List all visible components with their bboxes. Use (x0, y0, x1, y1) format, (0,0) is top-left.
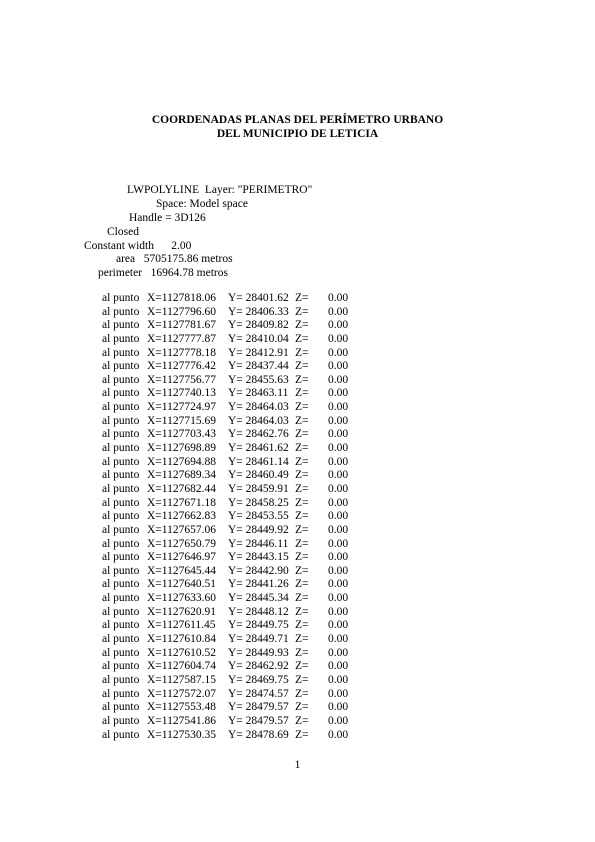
z-label: Z= (295, 305, 309, 318)
x-coordinate: X=1127572.07 (147, 687, 216, 700)
y-coordinate: Y= 28462.92 (228, 660, 289, 673)
z-value: 0.00 (328, 428, 349, 441)
list-item (0, 483, 595, 497)
polyline-layer-line: LWPOLYLINE Layer: "PERIMETRO" (127, 184, 313, 196)
y-coordinate: Y= 28449.92 (228, 523, 289, 536)
z-label: Z= (295, 442, 309, 455)
y-coordinate: Y= 28449.71 (228, 633, 289, 646)
z-value: 0.00 (328, 346, 349, 359)
y-coordinate: Y= 28409.82 (228, 319, 289, 332)
z-label: Z= (295, 469, 309, 482)
point-label: al punto (102, 578, 140, 591)
list-item (0, 538, 595, 552)
z-value: 0.00 (328, 714, 349, 727)
area-line: area 5705175.86 metros (116, 253, 233, 265)
y-coordinate: Y= 28445.34 (228, 592, 289, 605)
x-coordinate: X=1127776.42 (147, 360, 216, 373)
list-item (0, 660, 595, 674)
x-coordinate: X=1127645.44 (147, 564, 216, 577)
x-coordinate: X=1127640.51 (147, 578, 216, 591)
z-value: 0.00 (328, 510, 349, 523)
point-label: al punto (102, 319, 140, 332)
list-item (0, 565, 595, 579)
z-label: Z= (295, 482, 309, 495)
point-label: al punto (102, 414, 140, 427)
y-coordinate: Y= 28463.11 (228, 387, 289, 400)
z-label: Z= (295, 510, 309, 523)
point-label: al punto (102, 714, 140, 727)
y-coordinate: Y= 28479.57 (228, 714, 289, 727)
x-coordinate: X=1127694.88 (147, 455, 216, 468)
list-item (0, 333, 595, 347)
x-coordinate: X=1127818.06 (147, 292, 216, 304)
y-coordinate: Y= 28459.91 (228, 482, 289, 495)
list-item (0, 674, 595, 688)
list-item (0, 442, 595, 456)
y-coordinate: Y= 28464.03 (228, 401, 289, 414)
x-coordinate: X=1127620.91 (147, 605, 216, 618)
x-coordinate: X=1127781.67 (147, 319, 216, 332)
closed-line: Closed (107, 226, 139, 238)
z-value: 0.00 (328, 442, 349, 455)
x-coordinate: X=1127796.60 (147, 305, 216, 318)
x-coordinate: X=1127611.45 (147, 619, 216, 632)
z-label: Z= (295, 428, 309, 441)
z-value: 0.00 (328, 701, 349, 714)
y-coordinate: Y= 28469.75 (228, 673, 289, 686)
z-value: 0.00 (328, 455, 349, 468)
x-coordinate: X=1127778.18 (147, 346, 216, 359)
x-coordinate: X=1127698.89 (147, 442, 216, 455)
z-label: Z= (295, 537, 309, 550)
y-coordinate: Y= 28442.90 (228, 564, 289, 577)
list-item (0, 688, 595, 702)
point-label: al punto (102, 605, 140, 618)
list-item (0, 428, 595, 442)
point-label: al punto (102, 551, 140, 564)
z-label: Z= (295, 619, 309, 632)
point-label: al punto (102, 523, 140, 536)
y-coordinate: Y= 28406.33 (228, 305, 289, 318)
y-coordinate: Y= 28412.91 (228, 346, 289, 359)
document-title-line1: COORDENADAS PLANAS DEL PERÍMETRO URBANO (151, 114, 444, 126)
point-label: al punto (102, 619, 140, 632)
z-label: Z= (295, 401, 309, 414)
perimeter-line: perimeter 16964.78 metros (98, 267, 228, 279)
list-item (0, 701, 595, 715)
z-label: Z= (295, 701, 309, 714)
point-label: al punto (102, 332, 140, 345)
point-label: al punto (102, 401, 140, 414)
x-coordinate: X=1127703.43 (147, 428, 216, 441)
list-item (0, 401, 595, 415)
point-label: al punto (102, 482, 140, 495)
y-coordinate: Y= 28401.62 (228, 292, 289, 304)
point-label: al punto (102, 633, 140, 646)
x-coordinate: X=1127633.60 (147, 592, 216, 605)
z-value: 0.00 (328, 551, 349, 564)
list-item (0, 415, 595, 429)
list-item (0, 578, 595, 592)
x-coordinate: X=1127682.44 (147, 482, 216, 495)
x-coordinate: X=1127756.77 (147, 373, 216, 386)
list-item (0, 360, 595, 374)
list-item (0, 387, 595, 401)
x-coordinate: X=1127650.79 (147, 537, 216, 550)
z-label: Z= (295, 360, 309, 373)
z-value: 0.00 (328, 360, 349, 373)
z-value: 0.00 (328, 401, 349, 414)
x-coordinate: X=1127662.83 (147, 510, 216, 523)
z-label: Z= (295, 714, 309, 727)
y-coordinate: Y= 28449.75 (228, 619, 289, 632)
y-coordinate: Y= 28464.03 (228, 414, 289, 427)
z-label: Z= (295, 496, 309, 509)
y-coordinate: Y= 28462.76 (228, 428, 289, 441)
coordinate-list (0, 292, 595, 742)
list-item (0, 510, 595, 524)
page-number: 1 (294, 759, 301, 771)
z-label: Z= (295, 728, 309, 741)
point-label: al punto (102, 728, 140, 741)
z-label: Z= (295, 633, 309, 646)
z-label: Z= (295, 578, 309, 591)
x-coordinate: X=1127610.52 (147, 646, 216, 659)
z-label: Z= (295, 523, 309, 536)
list-item (0, 347, 595, 361)
z-value: 0.00 (328, 660, 349, 673)
z-label: Z= (295, 646, 309, 659)
list-item (0, 606, 595, 620)
z-value: 0.00 (328, 728, 349, 741)
y-coordinate: Y= 28443.15 (228, 551, 289, 564)
z-value: 0.00 (328, 646, 349, 659)
list-item (0, 456, 595, 470)
y-coordinate: Y= 28453.55 (228, 510, 289, 523)
z-label: Z= (295, 673, 309, 686)
y-coordinate: Y= 28448.12 (228, 605, 289, 618)
list-item (0, 306, 595, 320)
point-label: al punto (102, 442, 140, 455)
point-label: al punto (102, 346, 140, 359)
x-coordinate: X=1127689.34 (147, 469, 216, 482)
y-coordinate: Y= 28446.11 (228, 537, 289, 550)
list-item (0, 524, 595, 538)
z-value: 0.00 (328, 523, 349, 536)
space-line: Space: Model space (156, 198, 248, 210)
point-label: al punto (102, 537, 140, 550)
x-coordinate: X=1127587.15 (147, 673, 216, 686)
point-label: al punto (102, 510, 140, 523)
z-value: 0.00 (328, 605, 349, 618)
z-label: Z= (295, 332, 309, 345)
point-label: al punto (102, 660, 140, 673)
x-coordinate: X=1127715.69 (147, 414, 216, 427)
y-coordinate: Y= 28449.93 (228, 646, 289, 659)
z-value: 0.00 (328, 305, 349, 318)
point-label: al punto (102, 305, 140, 318)
point-label: al punto (102, 387, 140, 400)
x-coordinate: X=1127610.84 (147, 633, 216, 646)
y-coordinate: Y= 28441.26 (228, 578, 289, 591)
x-coordinate: X=1127777.87 (147, 332, 216, 345)
point-label: al punto (102, 292, 140, 304)
x-coordinate: X=1127530.35 (147, 728, 216, 741)
constant-width-line: Constant width 2.00 (84, 240, 192, 252)
document-title-line2: DEL MUNICIPIO DE LETICIA (216, 128, 379, 140)
z-value: 0.00 (328, 387, 349, 400)
point-label: al punto (102, 687, 140, 700)
z-value: 0.00 (328, 619, 349, 632)
list-item (0, 592, 595, 606)
list-item (0, 619, 595, 633)
z-value: 0.00 (328, 564, 349, 577)
z-label: Z= (295, 387, 309, 400)
y-coordinate: Y= 28455.63 (228, 373, 289, 386)
y-coordinate: Y= 28461.14 (228, 455, 289, 468)
z-value: 0.00 (328, 537, 349, 550)
point-label: al punto (102, 496, 140, 509)
point-label: al punto (102, 360, 140, 373)
point-label: al punto (102, 469, 140, 482)
list-item (0, 633, 595, 647)
list-item (0, 715, 595, 729)
list-item (0, 729, 595, 743)
point-label: al punto (102, 455, 140, 468)
z-value: 0.00 (328, 496, 349, 509)
handle-line: Handle = 3D126 (129, 212, 206, 224)
y-coordinate: Y= 28478.69 (228, 728, 289, 741)
z-value: 0.00 (328, 469, 349, 482)
x-coordinate: X=1127671.18 (147, 496, 216, 509)
x-coordinate: X=1127724.97 (147, 401, 216, 414)
z-label: Z= (295, 605, 309, 618)
z-value: 0.00 (328, 414, 349, 427)
list-item (0, 647, 595, 661)
x-coordinate: X=1127646.97 (147, 551, 216, 564)
x-coordinate: X=1127541.86 (147, 714, 216, 727)
z-label: Z= (295, 292, 309, 304)
y-coordinate: Y= 28460.49 (228, 469, 289, 482)
z-value: 0.00 (328, 332, 349, 345)
point-label: al punto (102, 646, 140, 659)
point-label: al punto (102, 701, 140, 714)
z-label: Z= (295, 592, 309, 605)
point-label: al punto (102, 564, 140, 577)
y-coordinate: Y= 28437.44 (228, 360, 289, 373)
list-item (0, 319, 595, 333)
point-label: al punto (102, 428, 140, 441)
y-coordinate: Y= 28461.62 (228, 442, 289, 455)
x-coordinate: X=1127604.74 (147, 660, 216, 673)
y-coordinate: Y= 28479.57 (228, 701, 289, 714)
z-value: 0.00 (328, 292, 349, 304)
z-value: 0.00 (328, 578, 349, 591)
y-coordinate: Y= 28474.57 (228, 687, 289, 700)
x-coordinate: X=1127553.48 (147, 701, 216, 714)
z-label: Z= (295, 660, 309, 673)
list-item (0, 497, 595, 511)
z-label: Z= (295, 687, 309, 700)
z-label: Z= (295, 319, 309, 332)
z-label: Z= (295, 551, 309, 564)
z-value: 0.00 (328, 633, 349, 646)
z-label: Z= (295, 414, 309, 427)
z-label: Z= (295, 346, 309, 359)
list-item (0, 292, 595, 306)
z-label: Z= (295, 373, 309, 386)
z-value: 0.00 (328, 592, 349, 605)
z-value: 0.00 (328, 319, 349, 332)
z-label: Z= (295, 455, 309, 468)
y-coordinate: Y= 28410.04 (228, 332, 289, 345)
list-item (0, 551, 595, 565)
x-coordinate: X=1127740.13 (147, 387, 216, 400)
list-item (0, 469, 595, 483)
point-label: al punto (102, 373, 140, 386)
z-value: 0.00 (328, 673, 349, 686)
z-value: 0.00 (328, 687, 349, 700)
list-item (0, 374, 595, 388)
y-coordinate: Y= 28458.25 (228, 496, 289, 509)
point-label: al punto (102, 592, 140, 605)
point-label: al punto (102, 673, 140, 686)
z-value: 0.00 (328, 482, 349, 495)
z-label: Z= (295, 564, 309, 577)
x-coordinate: X=1127657.06 (147, 523, 216, 536)
z-value: 0.00 (328, 373, 349, 386)
